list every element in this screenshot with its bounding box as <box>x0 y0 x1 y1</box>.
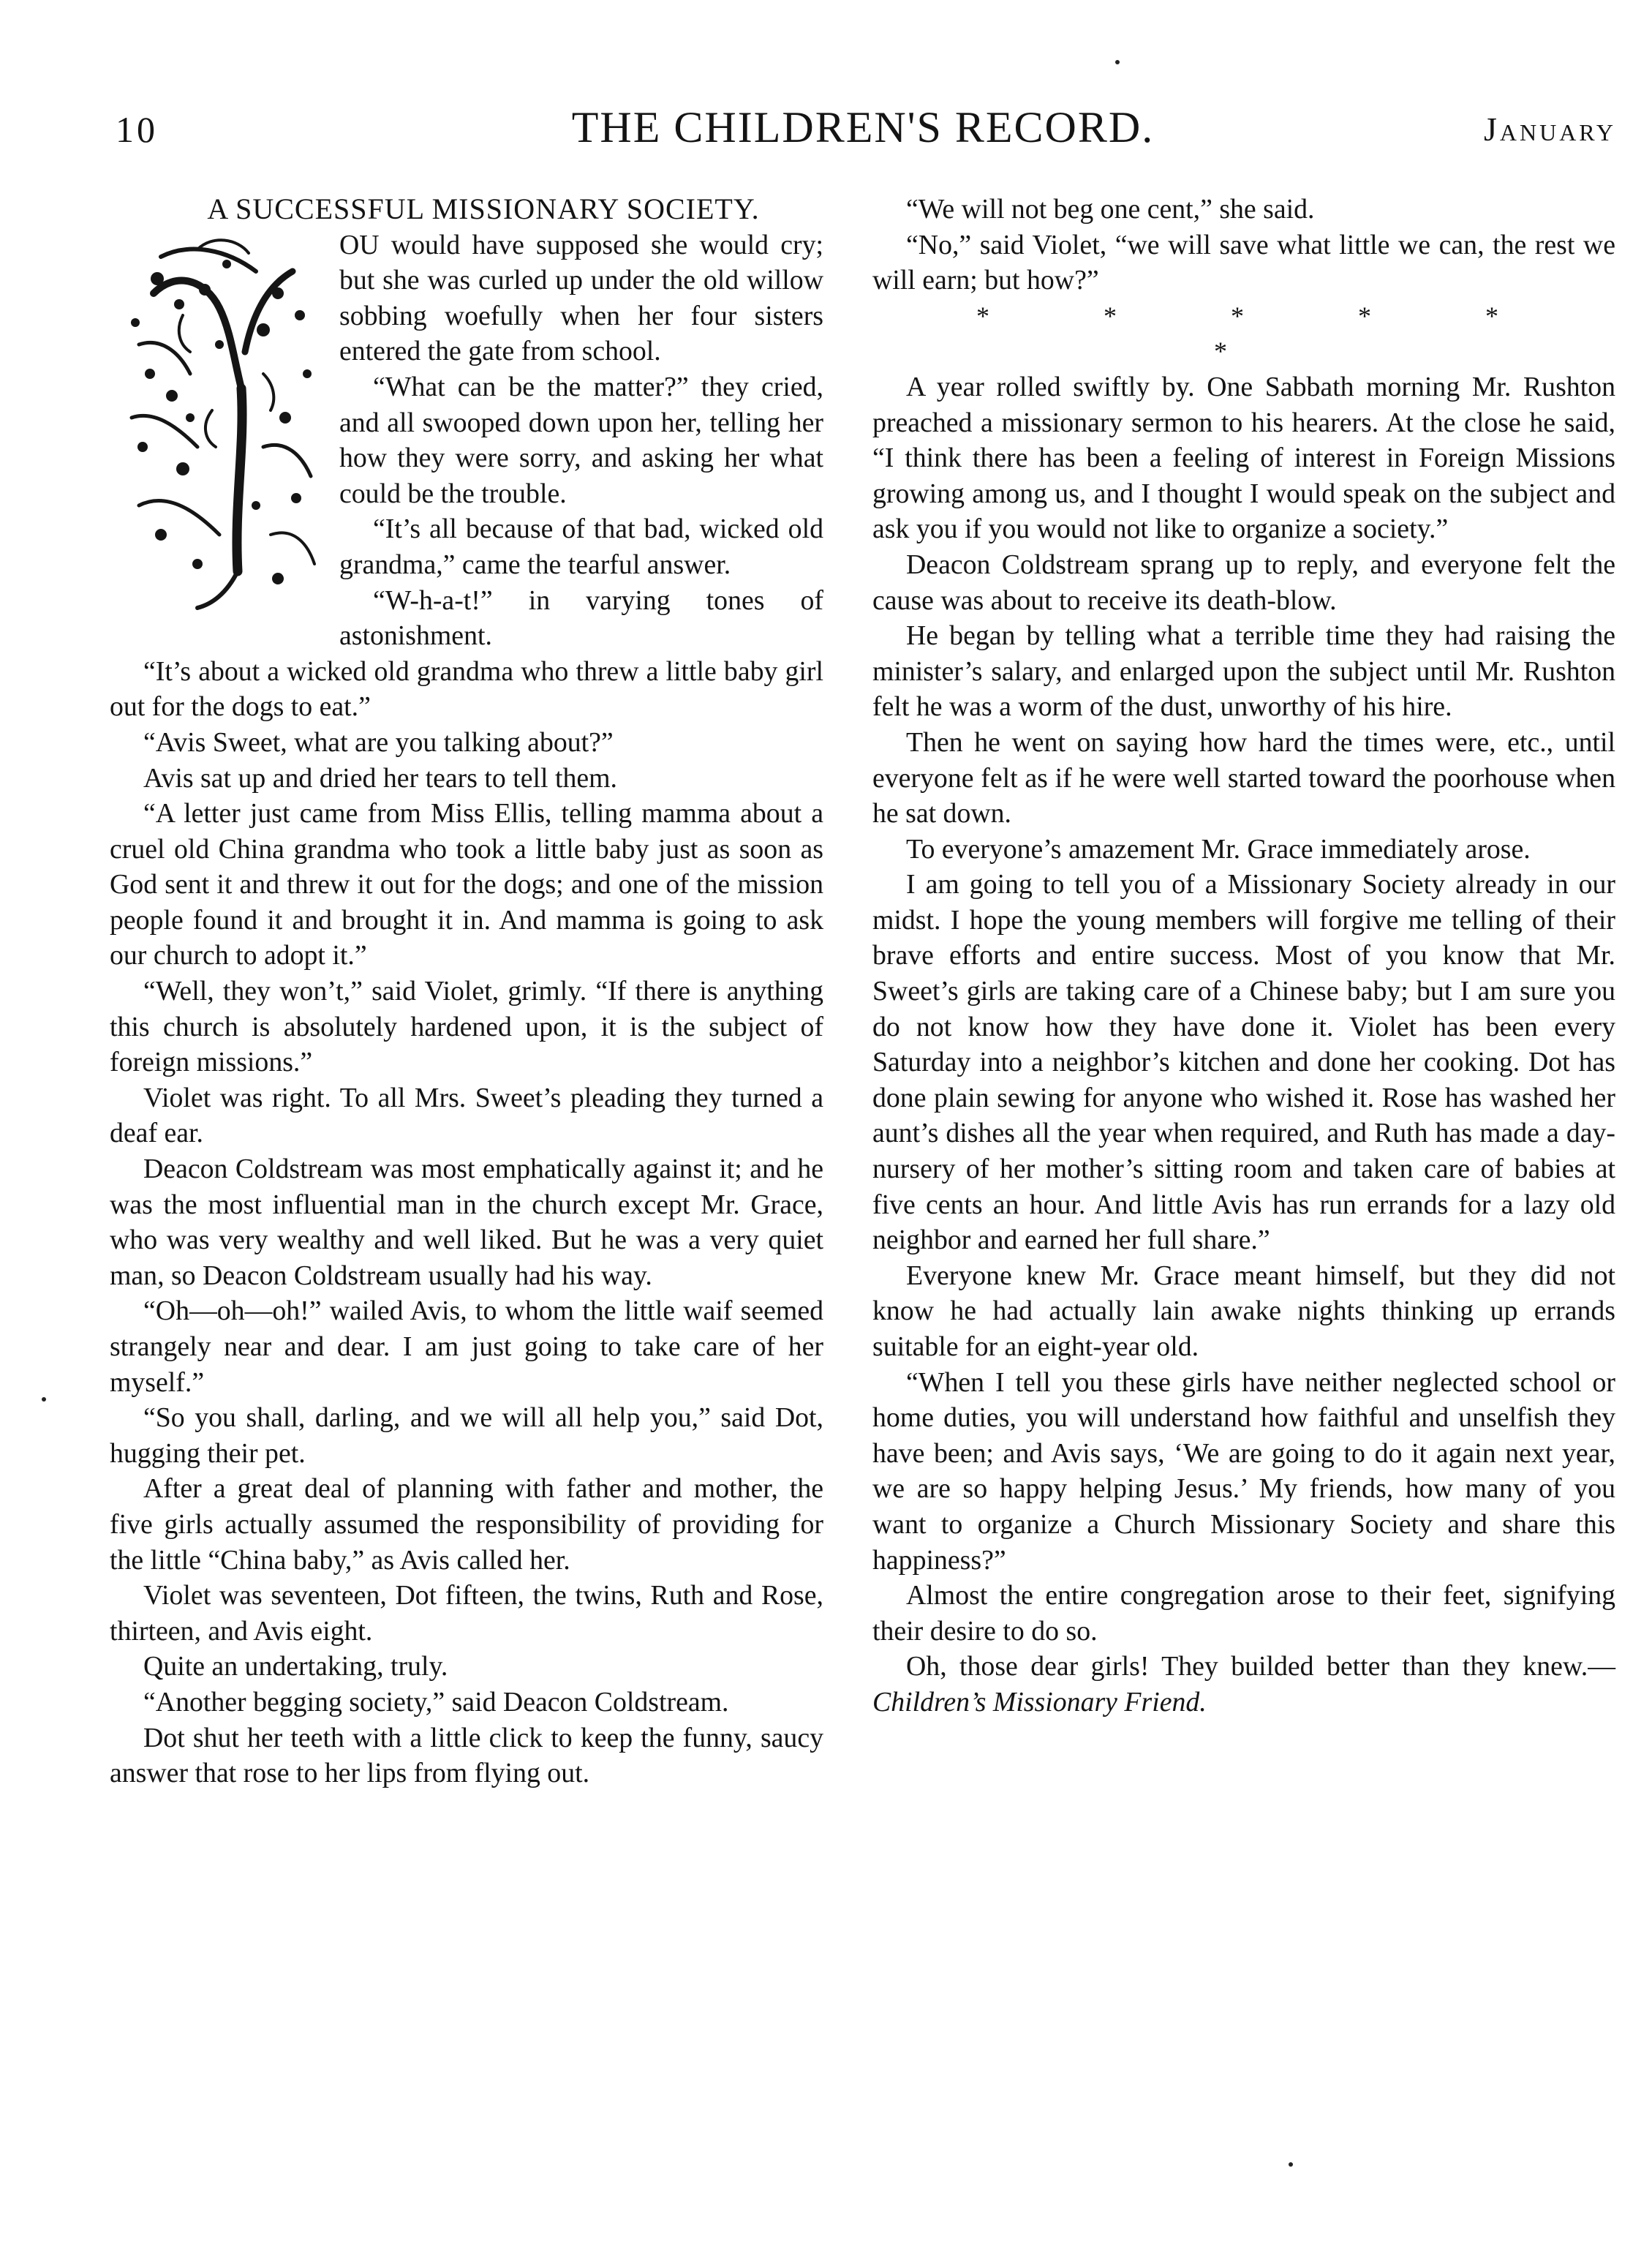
paragraph: “No,” said Violet, “we will save what little we can, the rest we will earn; but how?” <box>872 229 1615 296</box>
section-separator: * * * * ** <box>976 301 1579 366</box>
paragraph: “Avis Sweet, what are you talking about?” <box>143 726 614 758</box>
page-number: 10 <box>116 109 158 150</box>
paragraph: “W-h-a-t!” in varying tones of astonishment. <box>339 584 823 652</box>
paragraph: Avis sat up and dried her tears to tell them. <box>143 762 617 794</box>
paragraph: He began by telling what a terrible time they had raising the minister’s salary, and enlarged upon the subject until Mr. Rushton felt he was a worm of the dust, unworthy of his hire. <box>872 620 1615 723</box>
paragraph: Deacon Coldstream sprang up to reply, and everyone felt the cause was about to receive its death-blow. <box>872 549 1615 616</box>
source-attribution: Children’s Missionary Friend. <box>872 1686 1207 1718</box>
article-title: A SUCCESSFUL MISSIONARY SOCIETY. <box>207 192 760 225</box>
paragraph: Then he went on saying how hard the times were, etc., until everyone felt as if he were well started toward the poorhouse when he sat down. <box>872 726 1615 829</box>
paragraph: Violet was seventeen, Dot fifteen, the twins, Ruth and Rose, thirteen, and Avis eight. <box>110 1580 823 1647</box>
paragraph: OU would have supposed she would cry; but she was curled up under the old willow sobbing woefully when her four sisters entered the gate from school. <box>339 229 823 367</box>
paragraph: “It’s about a wicked old grandma who threw a little baby girl out for the dogs to eat.” <box>110 655 823 723</box>
paragraph: “Another begging society,” said Deacon Coldstream. <box>143 1686 729 1718</box>
paragraph: Deacon Coldstream was most emphatically against it; and he was the most influential man in the church except Mr. Grace, who was very wealthy and well liked. But he was a very quiet man, so Deacon Coldstream usually had his way. <box>110 1154 823 1291</box>
paragraph: “We will not beg one cent,” she said. <box>906 194 1315 225</box>
paragraph: “So you shall, darling, and we will all help you,” said Dot, hugging their pet. <box>110 1402 823 1469</box>
paragraph: Almost the entire congregation arose to their feet, signifying their desire to do so. <box>872 1580 1615 1647</box>
paragraph: I am going to tell you of a Missionary Society already in our midst. I hope the young members will forgive me telling of their brave efforts and entire success. Most of you know that Mr. Sweet’s girls are taking care of a Chinese baby; but I am sure you do not know how they have done it. Violet has been every Saturday into a neighbor’s kitchen and done her cooking. Dot has done plain sewing for anyone who wished it. Rose has washed her aunt’s dishes all the year when required, and Ruth has made a day-nursery of her mother’s sitting room and taken care of babies at five cents an hour. And little Avis has run errands for a lazy old neighbor and earned her full share.” <box>872 869 1615 1256</box>
issue-month: January <box>1483 110 1616 148</box>
paragraph: A year rolled swiftly by. One Sabbath morning Mr. Rushton preached a missionary sermon to his hearers. At the close he said, “I think there has been a feeling of interest in Foreign Missions growing among us, and I thought I would speak on the subject and ask you if you would not like to organize a society.” <box>872 371 1615 545</box>
paragraph: “A letter just came from Miss Ellis, telling mamma about a cruel old China grandma who took a little baby just as soon as God sent it and threw it out for the dogs; and one of the mission people found it and brought it in. And mamma is going to ask our church to adopt it.” <box>110 798 823 971</box>
paragraph: Dot shut her teeth with a little click to keep the funny, saucy answer that rose to her lips from flying out. <box>110 1722 823 1789</box>
paragraph: “Oh—oh—oh!” wailed Avis, to whom the little waif seemed strangely near and dear. I am just going to take care of her myself.” <box>110 1295 823 1398</box>
paragraph: “Well, they won’t,” said Violet, grimly. “If there is anything this church is absolutely hardened upon, it is the subject of foreign missions.” <box>110 976 823 1078</box>
closing-paragraph <box>872 1649 1615 1720</box>
paragraph: “What can be the matter?” they cried, and all swooped down upon her, telling her how they were sorry, and asking her what could be the trouble. <box>339 371 823 509</box>
ornamental-y-initial-icon <box>110 227 329 622</box>
print-speck <box>1289 2162 1293 2167</box>
paragraph: Everyone knew Mr. Grace meant himself, but they did not know he had actually lain awake nights thinking up errands suitable for an eight-year old. <box>872 1260 1615 1362</box>
print-speck <box>42 1397 46 1402</box>
print-speck <box>1115 60 1120 64</box>
right-column <box>872 192 1615 1720</box>
paragraph: To everyone’s amazement Mr. Grace immediately arose. <box>906 833 1531 865</box>
paragraph: Violet was right. To all Mrs. Sweet’s pleading they turned a deaf ear. <box>110 1082 823 1149</box>
paragraph: “It’s all because of that bad, wicked old grandma,” came the tearful answer. <box>339 513 823 580</box>
paragraph: “When I tell you these girls have neither neglected school or home duties, you will understand how faithful and unselfish they have been; and Avis says, ‘We are going to do it again next year, we are so happy helping Jesus.’ My friends, how many of you want to organize a Church Missionary Society and share this happiness?” <box>872 1366 1615 1576</box>
closing-text: Oh, those dear girls! They builded better than they knew.— <box>906 1651 1615 1682</box>
left-column <box>110 192 823 1791</box>
paragraph: After a great deal of planning with father and mother, the five girls actually assumed the responsibility of providing for the little “China baby,” as Avis called her. <box>110 1473 823 1576</box>
running-title: THE CHILDREN'S RECORD. <box>571 103 1155 151</box>
paragraph: Quite an undertaking, truly. <box>143 1651 448 1682</box>
running-header <box>110 102 1616 161</box>
